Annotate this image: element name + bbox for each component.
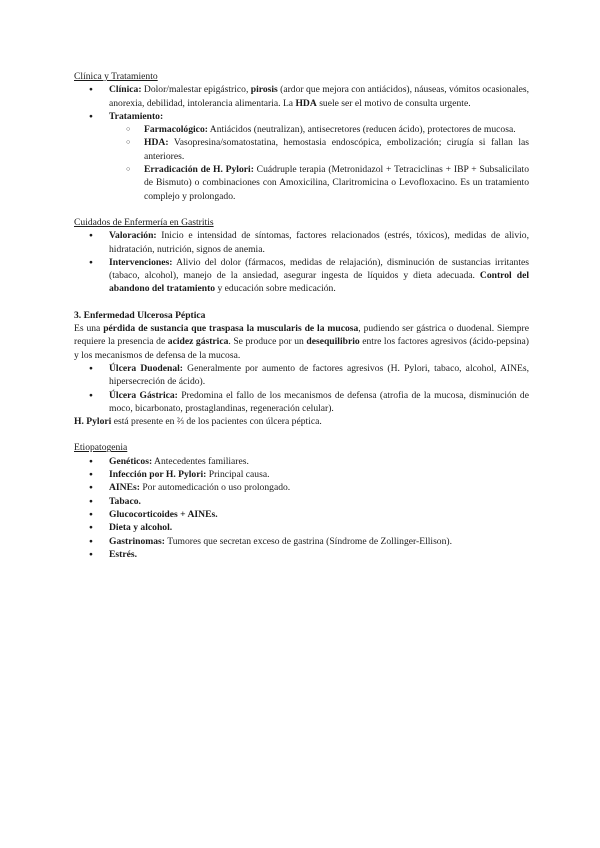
list-item-tratamiento: ● Tratamiento: ○ Farmacológico: Antiácidos (neutralizan), antisecretores (reducen ácido), protectores de mucosa. ○ HDA: Vasopresina/somatostatina, hemostasia endoscópica, embolización; cirugía si fallan las anteriores. ○ Erradicación de H. Pylori: Cuádruple terapia (Metronidazol + Tetraciclinas + IBP + Subsalicilato de Bismuto) o combinaciones con Amoxicilina, Claritromicina o Levofloxacino. Es un tratamiento complejo y prolongado. [74, 110, 529, 203]
sublist-item-farmacologico: ○ Farmacológico: Antiácidos (neutralizan), antisecretores (reducen ácido), protectores de mucosa. [109, 123, 529, 136]
list-item-valoracion: ● Valoración: Inicio e intensidad de síntomas, factores relacionados (estrés, tóxicos), medidas de alivio, hidratación, nutrición, signos de anemia. [74, 229, 529, 256]
list-item-infeccion-pylori: ● Infección por H. Pylori: Principal causa. [74, 468, 529, 481]
list-item-aines: ● AINEs: Por automedicación o uso prolongado. [74, 481, 529, 494]
list-item-dieta-alcohol: ● Dieta y alcohol. [74, 521, 529, 534]
section-heading-clinica: Clínica y Tratamiento [74, 71, 158, 82]
list-item-intervenciones: ● Intervenciones: Alivio del dolor (fármacos, medidas de relajación), disminución de sustancias irritantes (tabaco, alcohol), manejo de la ansiedad, asegurar ingesta de líquidos y dieta adecuada. Control del abandono del tratamiento y educación sobre medicación. [74, 256, 529, 296]
list-item-estres: ● Estrés. [74, 548, 529, 561]
ulcera-definition-paragraph: Es una pérdida de sustancia que traspasa la muscularis de la mucosa, pudiendo ser gástrica o duodenal. Siempre requiere la presencia de acidez gástrica. Se produce por un desequilibrio entre los factores agresivos (ácido-pepsina) y los mecanismos de defensa de la mucosa. [74, 323, 530, 361]
sublist-item-hda: ○ HDA: Vasopresina/somatostatina, hemostasia endoscópica, embolización; cirugía si fallan las anteriores. [109, 136, 529, 163]
list-item-clinica: ● Clínica: Dolor/malestar epigástrico, pirosis (ardor que mejora con antiácidos), náuseas, vómitos ocasionales, anorexia, debilidad, intolerancia alimentaria. La HDA suele ser el motivo de consulta urgente. [74, 83, 529, 110]
etiopatogenia-list [74, 455, 529, 561]
ulcera-list [74, 362, 529, 415]
clinica-list [74, 83, 529, 203]
list-item-gastrinomas: ● Gastrinomas: Tumores que secretan exceso de gastrina (Síndrome de Zollinger-Ellison). [74, 535, 529, 548]
sublist-item-erradicacion: ○ Erradicación de H. Pylori: Cuádruple terapia (Metronidazol + Tetraciclinas + IBP + Subsalicilato de Bismuto) o combinaciones con Amoxicilina, Claritromicina o Levofloxacino. Es un tratamiento complejo y prolongado. [109, 163, 529, 203]
list-item-geneticos: ● Genéticos: Antecedentes familiares. [74, 455, 529, 468]
list-item-tabaco: ● Tabaco. [74, 495, 529, 508]
list-item-ulcera-duodenal: ● Úlcera Duodenal: Generalmente por aumento de factores agresivos (H. Pylori, tabaco, alcohol, AINEs, hipersecreción de ácido). [74, 362, 529, 389]
document-page [74, 70, 529, 561]
tratamiento-sublist [109, 123, 529, 203]
section-heading-ulcera: 3. Enfermedad Ulcerosa Péptica [74, 309, 206, 321]
list-item-ulcera-gastrica: ● Úlcera Gástrica: Predomina el fallo de los mecanismos de defensa (atrofia de la mucosa, disminución de moco, bicarbonato, prostaglandinas, regeneración celular). [74, 389, 529, 416]
section-heading-etiopatogenia: Etiopatogenia [74, 442, 128, 454]
section-heading-cuidados: Cuidados de Enfermería en Gastritis [74, 216, 214, 228]
pylori-note: H. Pylori está presente en ⅔ de los pacientes con úlcera péptica. [74, 416, 322, 428]
cuidados-list [74, 229, 529, 295]
list-item-glucocorticoides: ● Glucocorticoides + AINEs. [74, 508, 529, 521]
